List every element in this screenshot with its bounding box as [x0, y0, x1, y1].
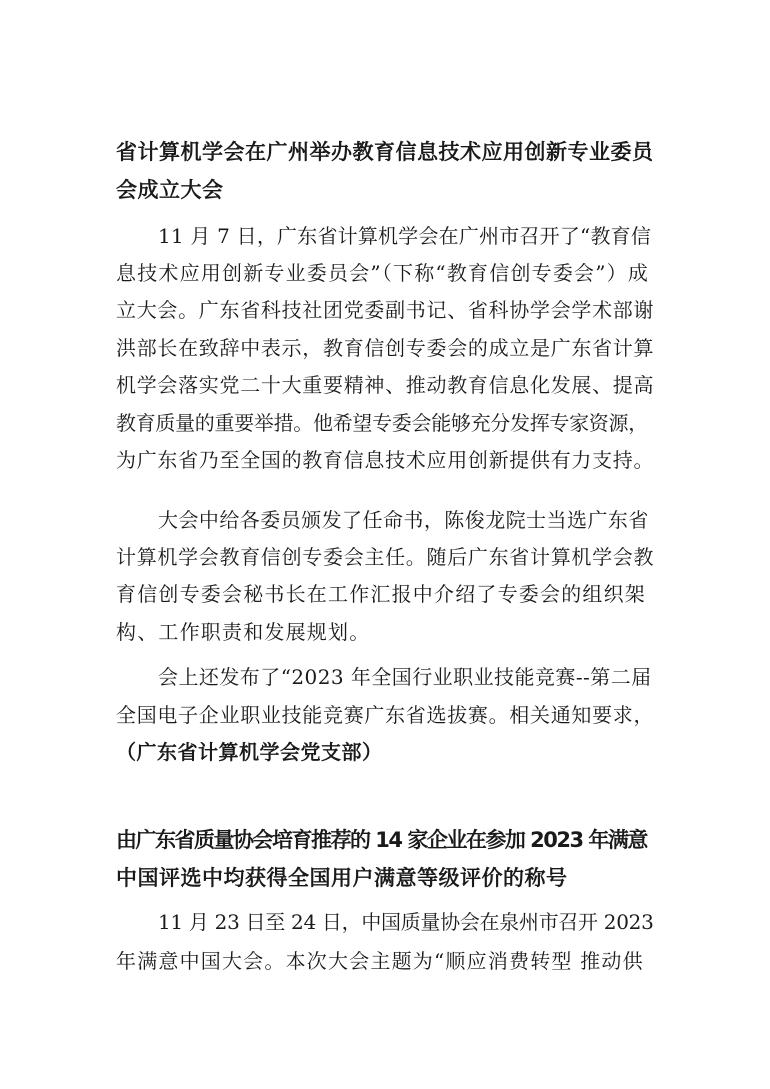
article-2-paragraph-1-line-2: 年满意中国大会。本次大会主题为“顺应消费转型 推动供: [116, 949, 644, 973]
article-1-paragraph-1-line-1: 11 月 7 日，广东省计算机学会在广州市召开了“教育信: [158, 224, 652, 248]
article-2-title-line-2: 中国评选中均获得全国用户满意等级评价的称号: [116, 866, 568, 890]
article-1-paragraph-2-line-1: 大会中给各委员颁发了任命书，陈俊龙院士当选广东省: [158, 508, 649, 532]
article-2-title-line-1: 由广东省质量协会培育推荐的 14 家企业在参加 2023 年满意: [116, 828, 647, 852]
article-1-paragraph-2-line-4: 构、工作职责和发展规划。: [116, 620, 371, 644]
article-1-paragraph-2-line-3: 育信创专委会秘书长在工作汇报中介绍了专委会的组织架: [116, 582, 646, 606]
article-1-paragraph-2-line-2: 计算机学会教育信创专委会主任。随后广东省计算机学会教: [116, 545, 655, 569]
article-1-paragraph-3-line-2: 全国电子企业职业技能竞赛广东省选拔赛。相关通知要求，: [116, 703, 655, 727]
article-1-paragraph-3-line-1: 会上还发布了“2023 年全国行业职业技能竞赛--第二届: [158, 665, 652, 689]
article-1-paragraph-1-line-7: 为广东省乃至全国的教育信息技术应用创新提供有力支持。: [116, 448, 655, 472]
article-1-title-line-1: 省计算机学会在广州举办教育信息技术应用创新专业委员: [116, 140, 654, 164]
article-1-paragraph-1-line-4: 洪部长在致辞中表示，教育信创专委会的成立是广东省计算: [116, 336, 655, 360]
article-1-source: （广东省计算机学会党支部）: [116, 740, 383, 764]
article-1-paragraph-1-line-3: 立大会。广东省科技社团党委副书记、省科协学会学术部谢: [116, 298, 655, 322]
article-1-title-line-2: 会成立大会: [116, 178, 224, 202]
article-1-paragraph-1-line-2: 息技术应用创新专业委员会”（下称“教育信创专委会”）成: [116, 261, 650, 285]
article-1-paragraph-1-line-6: 教育质量的重要举措。他希望专委会能够充分发挥专家资源，: [116, 411, 648, 435]
article-2-paragraph-1-line-1: 11 月 23 日至 24 日，中国质量协会在泉州市召开 2023: [158, 910, 654, 934]
article-1-paragraph-1-line-5: 机学会落实党二十大重要精神、推动教育信息化发展、提高: [116, 373, 655, 397]
